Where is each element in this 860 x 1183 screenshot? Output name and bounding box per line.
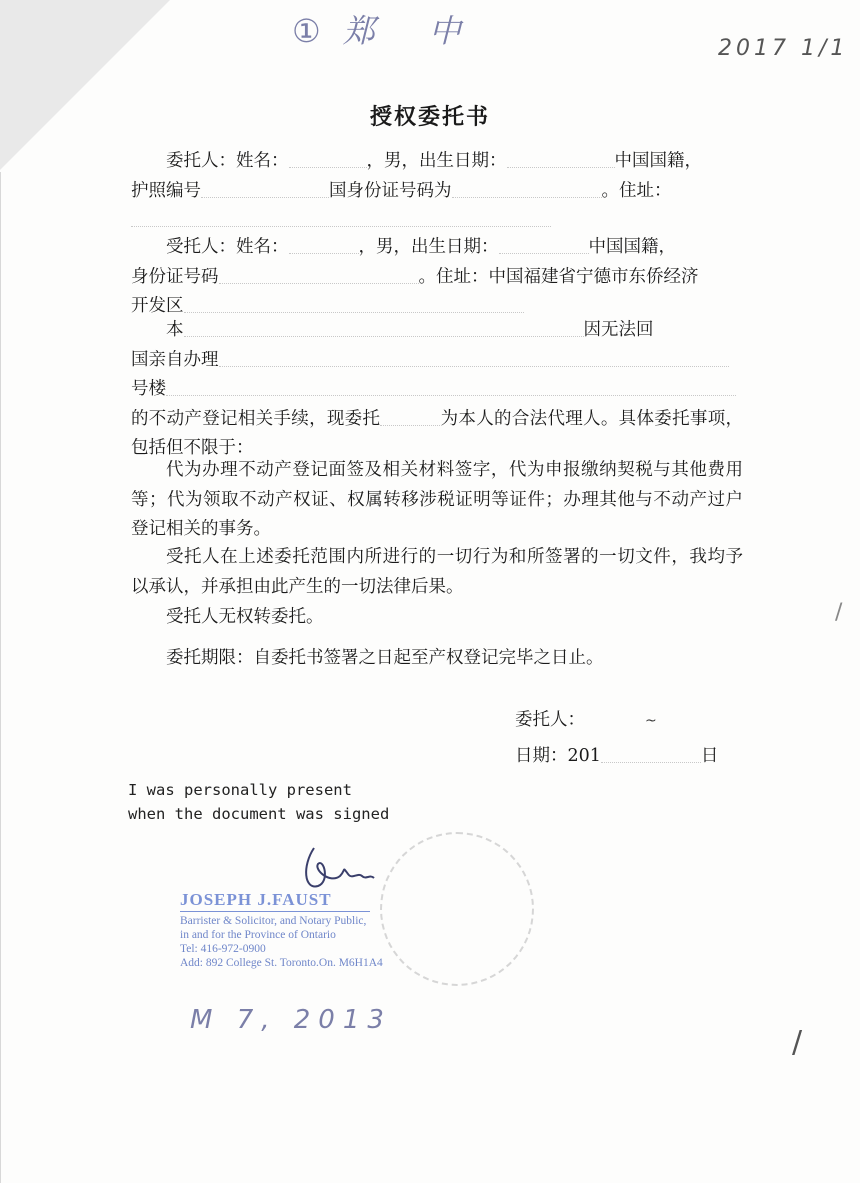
agent-paragraph: 受托人：姓名： ，男，出生日期： 中国国籍， 身份证号码 。住址：中国福建省宁德市东侨经济 开发区 [131, 237, 699, 316]
principal-paragraph: 委托人：姓名： ，男，出生日期： 中国国籍， 护照编号 国身份证号码为 。住址： [131, 147, 743, 236]
stamp-address: Add: 892 College St. Toronto.On. M6H1A4 [180, 957, 383, 969]
handwritten-notary-date: M 7, 2013 [190, 1005, 392, 1035]
no-subdelegation-paragraph: 受托人无权转委托。 [166, 607, 324, 627]
stamp-name: JOSEPH J.FAUST [180, 890, 332, 909]
handwritten-signature: ~ [645, 713, 657, 729]
authorization-paragraph: 本 因无法回 国亲自办理 号楼 的不动产登记相关手续，现委托 为本人的合法代理人。具体委托事项，包括但不限于： [131, 320, 744, 458]
term-paragraph: 委托期限：自委托书签署之日起至产权登记完毕之日止。 [166, 648, 604, 668]
embossed-seal [380, 832, 534, 986]
notary-typed-line-1: I was personally present [128, 781, 352, 799]
stamp-title: Barrister & Solicitor, and Notary Public, [180, 915, 367, 927]
principal-signature-line: 委托人： ~ [515, 710, 657, 730]
page-edge [0, 172, 13, 1183]
header-handwriting: ①郑 中 [292, 12, 483, 50]
notary-stamp [180, 890, 383, 970]
notary-typed-line-2: when the document was signed [128, 805, 390, 823]
signature-date-line: 日期：201 日 [515, 746, 719, 766]
scope-paragraph: 代为办理不动产登记面签及相关材料签字，代为申报缴纳契税与其他费用等；代为领取不动产权证、权属转移涉税证明等证件；办理其他与不动产过户登记相关的事务。 [131, 460, 743, 539]
notary-signature [296, 838, 386, 898]
stamp-phone: Tel: 416-972-0900 [180, 943, 266, 955]
document-title: 授权委托书 [369, 105, 490, 130]
margin-mark: / [792, 1025, 803, 1060]
stamp-rule [180, 911, 370, 912]
edge-mark: / [835, 600, 843, 625]
folded-corner [0, 0, 170, 170]
acknowledgement-paragraph: 受托人在上述委托范围内所进行的一切行为和所签署的一切文件，我均予以承认，并承担由此产生的一切法律后果。 [131, 547, 743, 597]
header-page-mark: 2017 1/1 [718, 36, 849, 61]
stamp-jurisdiction: in and for the Province of Ontario [180, 929, 336, 941]
